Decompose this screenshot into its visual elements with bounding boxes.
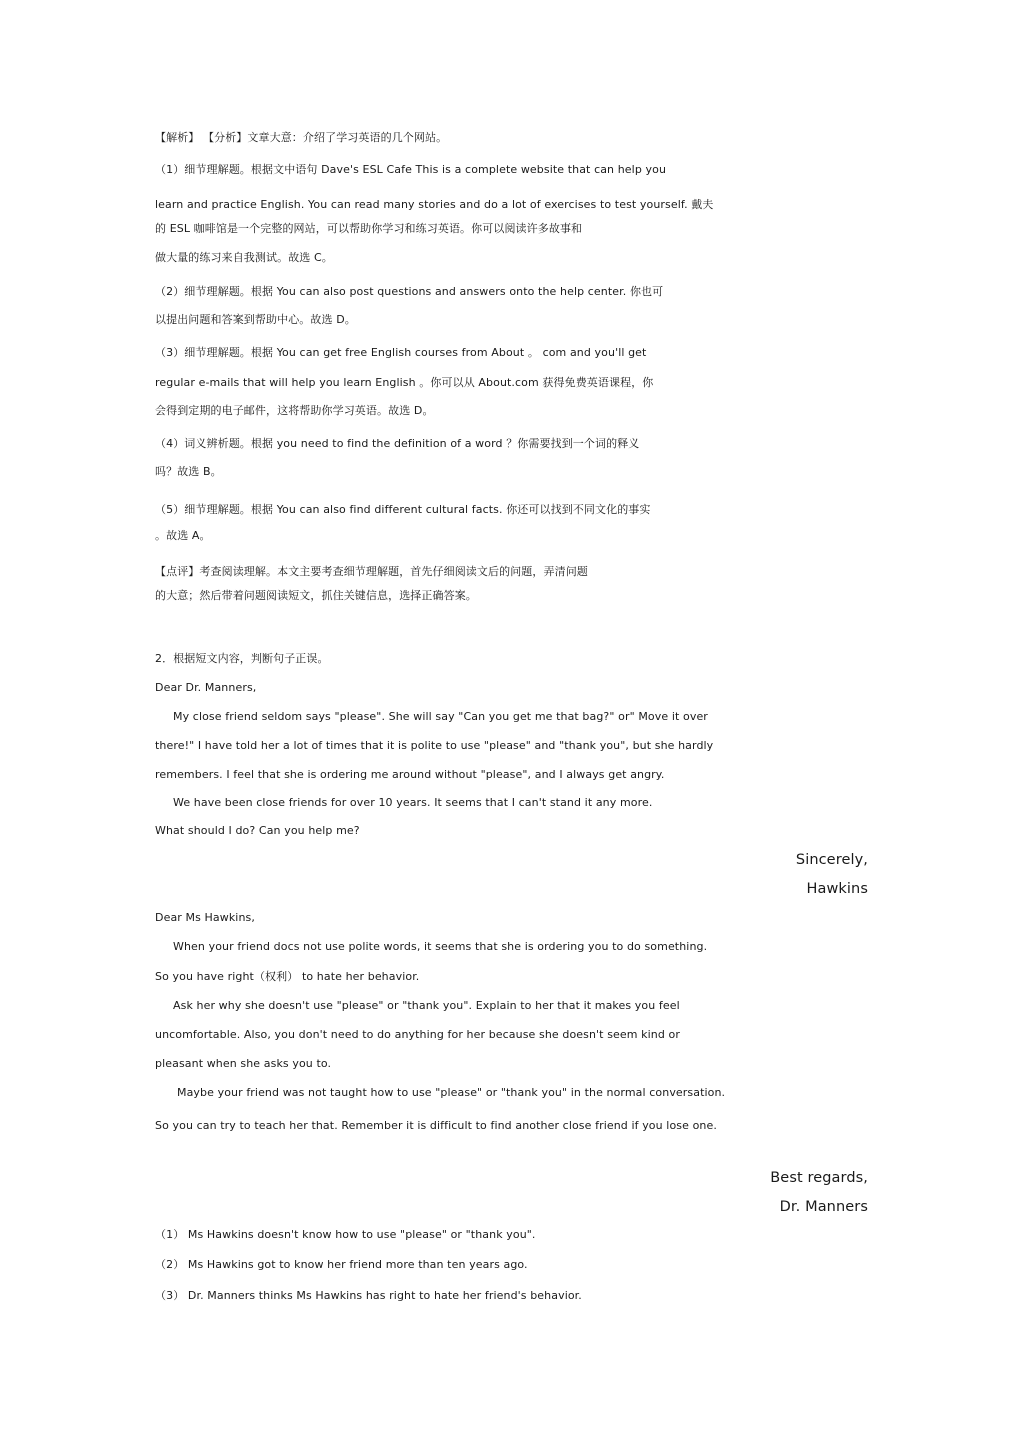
letter1-p2-line2: What should I do? Can you help me?: [155, 824, 360, 837]
letter1-p1-line3: remembers. I feel that she is ordering me around without "please", and I always get angry.: [155, 768, 665, 781]
analysis-q1-line2: learn and practice English. You can read many stories and do a lot of exercises to test yourself. 戴夫: [155, 198, 714, 211]
letter1-greeting: Dear Dr. Manners,: [155, 681, 257, 694]
statement-3: （3） Dr. Manners thinks Ms Hawkins has right to hate her friend's behavior.: [155, 1289, 582, 1302]
letter1-closing: Sincerely,: [795, 852, 868, 868]
analysis-q3-line2: regular e-mails that will help you learn English 。你可以从 About.com 获得免费英语课程，你: [155, 376, 654, 389]
statement-1: （1） Ms Hawkins doesn't know how to use "please" or "thank you".: [155, 1228, 536, 1241]
statement-2: （2） Ms Hawkins got to know her friend more than ten years ago.: [155, 1258, 528, 1271]
analysis-q2-line2: 以提出问题和答案到帮助中心。故选 D。: [155, 313, 356, 326]
analysis-q1-line3: 的 ESL 咖啡馆是一个完整的网站，可以帮助你学习和练习英语。你可以阅读许多故事和: [155, 222, 583, 235]
analysis-q4-line2: 吗？故选 B。: [155, 465, 222, 478]
letter2-p2-line3: pleasant when she asks you to.: [155, 1057, 332, 1070]
letter2-p2-line2: uncomfortable. Also, you don't need to do anything for her because she doesn't seem kind or: [155, 1028, 680, 1041]
analysis-q3-line1: （3）细节理解题。根据 You can get free English courses from About 。 com and you'll get: [155, 346, 647, 359]
letter2-p1-line2: So you have right（权利） to hate her behavior.: [155, 970, 420, 983]
analysis-q3-line3: 会得到定期的电子邮件，这将帮助你学习英语。故选 D。: [155, 404, 434, 417]
question2-prompt: 2．根据短文内容，判断句子正误。: [155, 652, 329, 665]
letter2-signature: Dr. Manners: [779, 1199, 868, 1215]
letter2-p1-line1: When your friend docs not use polite words, it seems that she is ordering you to do something.: [173, 940, 708, 953]
letter1-p1-line2: there!" I have told her a lot of times that it is polite to use "please" and "thank you", but she hardly: [155, 739, 714, 752]
letter2-greeting: Dear Ms Hawkins,: [155, 911, 255, 924]
letter2-closing: Best regards,: [770, 1170, 868, 1186]
analysis-header: 【解析】 【分析】文章大意：介绍了学习英语的几个网站。: [155, 131, 448, 144]
analysis-q1-line1: （1）细节理解题。根据文中语句 Dave's ESL Cafe This is a complete website that can help you: [155, 163, 667, 176]
comment-line1: 【点评】考查阅读理解。本文主要考查细节理解题，首先仔细阅读文后的问题，弄清问题: [155, 565, 588, 578]
analysis-q1-line4: 做大量的练习来自我测试。故选 C。: [155, 251, 333, 264]
letter2-p2-line1: Ask her why she doesn't use "please" or "thank you". Explain to her that it makes you feel: [173, 999, 680, 1012]
comment-line2: 的大意；然后带着问题阅读短文，抓住关键信息，选择正确答案。: [155, 589, 477, 602]
letter2-p3-line2: So you can try to teach her that. Remember it is difficult to find another close friend if you lose one.: [155, 1119, 717, 1132]
analysis-q5-line2: 。故选 A。: [155, 529, 211, 542]
analysis-q4-line1: （4）词义辨析题。根据 you need to find the definition of a word ？你需要找到一个词的释义: [155, 437, 640, 450]
letter2-p3-line1: Maybe your friend was not taught how to use "please" or "thank you" in the normal conversation.: [177, 1086, 726, 1099]
letter1-signature: Hawkins: [806, 881, 868, 897]
letter1-p1-line1: My close friend seldom says "please". She will say "Can you get me that bag?" or" Move it over: [173, 710, 708, 723]
analysis-q2-line1: （2）细节理解题。根据 You can also post questions and answers onto the help center. 你也可: [155, 285, 664, 298]
analysis-q5-line1: （5）细节理解题。根据 You can also find different cultural facts. 你还可以找到不同文化的事实: [155, 503, 651, 516]
letter1-p2-line1: We have been close friends for over 10 years. It seems that I can't stand it any more.: [173, 796, 653, 809]
